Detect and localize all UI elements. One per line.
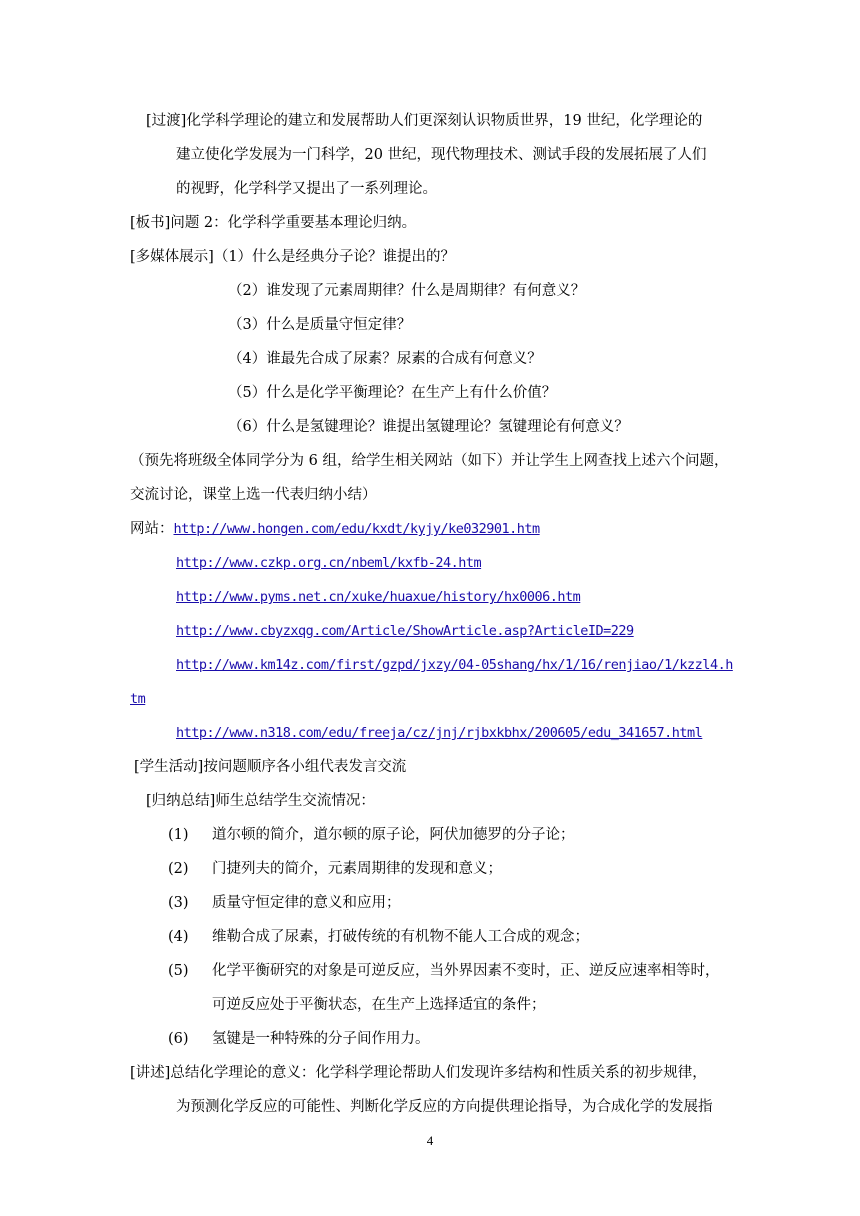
summary-item-text: 道尔顿的简介，道尔顿的原子论，阿伏加德罗的分子论； [212,827,575,843]
lecture-line-2: 为预测化学反应的可能性、判断化学反应的方向提供理论指导，为合成化学的发展指 [176,1099,713,1115]
summary-item-1 [168,825,575,845]
summary-item-5-continued: 可逆反应处于平衡状态，在生产上选择适宜的条件； [212,997,546,1013]
websites-row-1 [130,519,540,539]
multimedia-block [130,247,455,267]
summary-item-text: 质量守恒定律的意义和应用； [212,895,401,911]
note-line-1: （预先将班级全体同学分为 6 组，给学生相关网站（如下）并让学生上网查找上述六个问题， [130,453,729,469]
question-6: （6）什么是氢键理论？谁提出氢键理论？氢键理论有何意义？ [228,419,629,435]
summary-item-text: 氢键是一种特殊的分子间作用力。 [212,1031,430,1047]
summary-item-text: 化学平衡研究的对象是可逆反应，当外界因素不变时，正、逆反应速率相等时， [212,963,720,979]
website-link-5-continued[interactable]: tm [130,691,146,707]
transition-line-3: 的视野，化学科学又提出了一系列理论。 [176,181,437,197]
board-note: [板书]问题 2：化学科学重要基本理论归纳。 [130,215,417,231]
transition-line-1: [过渡]化学科学理论的建立和发展帮助人们更深刻认识物质世界，19 世纪，化学理论的 [146,113,703,129]
summary-item-number: (2) [168,861,189,877]
question-4: （4）谁最先合成了尿素？尿素的合成有何意义？ [228,351,542,367]
question-5: （5）什么是化学平衡理论？在生产上有什么价值？ [228,385,557,401]
question-1: （1）什么是经典分子论？谁提出的？ [213,249,456,265]
summary-item-text: 维勒合成了尿素，打破传统的有机物不能人工合成的观念； [212,929,589,945]
question-3: （3）什么是质量守恒定律？ [228,317,412,333]
summary-item-number: (1) [168,827,189,843]
summary-item-4 [168,927,589,947]
summary-item-2 [168,859,502,879]
transition-line-2: 建立使化学发展为一门科学，20 世纪，现代物理技术、测试手段的发展拓展了人们 [176,147,707,163]
note-line-2: 交流讨论，课堂上选一代表归纳小结） [130,487,377,503]
website-link-2[interactable]: http://www.czkp.org.cn/nbeml/kxfb-24.htm [176,555,482,571]
website-link-6[interactable]: http://www.n318.com/edu/freeja/cz/jnj/rjbxkbhx/200605/edu_341657.html [176,725,703,741]
summary-item-text: 门捷列夫的简介，元素周期律的发现和意义； [212,861,502,877]
lecture-line-1: [讲述]总结化学理论的意义：化学科学理论帮助人们发现许多结构和性质关系的初步规律， [130,1065,707,1081]
multimedia-label: [多媒体展示] [130,249,214,265]
summary-item-number: (3) [168,895,189,911]
summary-item-number: (5) [168,963,189,979]
website-link-4[interactable]: http://www.cbyzxqg.com/Article/ShowArticle.asp?ArticleID=229 [176,623,634,639]
summary-title: [归纳总结]师生总结学生交流情况： [146,793,375,809]
summary-item-6 [168,1029,430,1049]
page-number: 4 [426,1133,434,1148]
website-link-3[interactable]: http://www.pyms.net.cn/xuke/huaxue/history/hx0006.htm [176,589,581,605]
question-2: （2）谁发现了元素周期律？什么是周期律？有何意义？ [228,283,586,299]
summary-item-3 [168,893,401,913]
website-link-1[interactable]: http://www.hongen.com/edu/kxdt/kyjy/ke032901.htm [173,521,540,537]
summary-item-5 [168,961,720,981]
website-link-5[interactable]: http://www.km14z.com/first/gzpd/jxzy/04-05shang/hx/1/16/renjiao/1/kzzl4.h [176,657,733,673]
websites-label: 网站： [130,521,174,537]
summary-item-number: (6) [168,1031,189,1047]
summary-item-number: (4) [168,929,189,945]
student-activity: [学生活动]按问题顺序各小组代表发言交流 [134,759,407,775]
